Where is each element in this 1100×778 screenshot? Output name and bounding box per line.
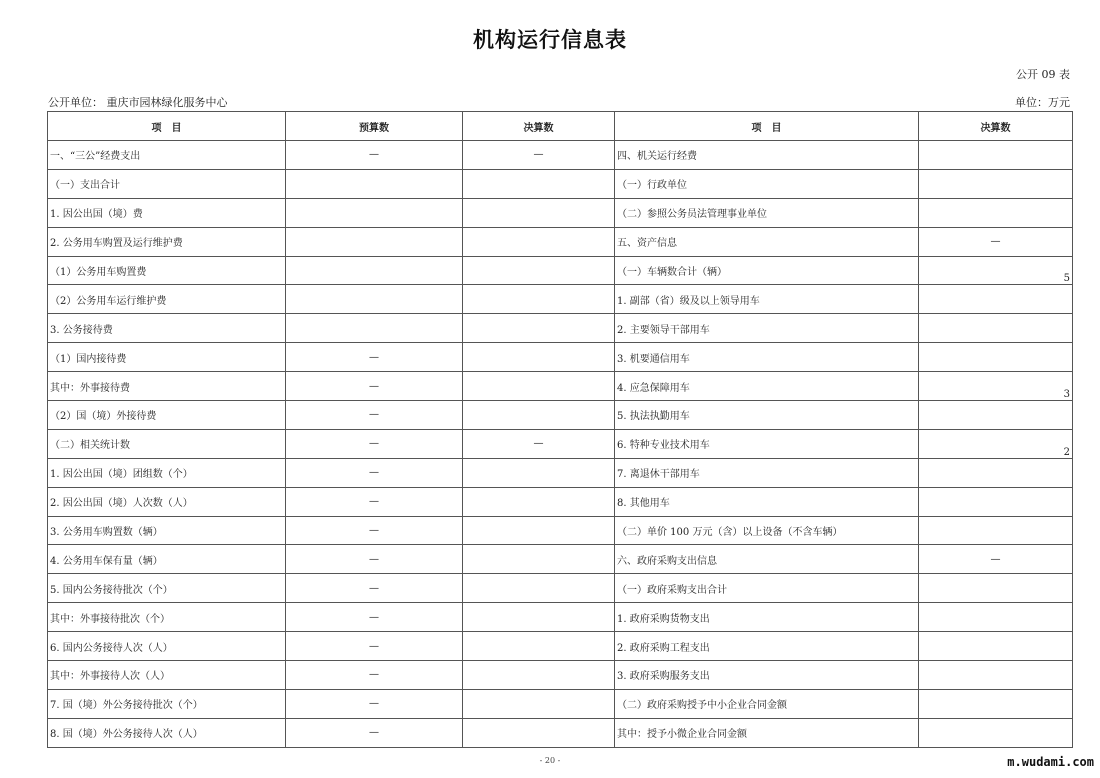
row-budget-value [286, 285, 463, 314]
row-final-value-right: — [919, 545, 1073, 574]
table-row [48, 487, 1073, 516]
row-final-value-right [919, 169, 1073, 198]
row-budget-value: — [286, 718, 463, 747]
row-budget-value: — [286, 603, 463, 632]
row-final-value-left [463, 227, 615, 256]
row-final-value-right [919, 343, 1073, 372]
row-final-value-right: 5 [919, 256, 1073, 285]
row-item-right: 8. 其他用车 [615, 487, 919, 516]
row-final-value-right [919, 141, 1073, 170]
col-header-final-right: 决算数 [919, 112, 1073, 141]
row-item-left: （1）国内接待费 [48, 343, 286, 372]
row-final-value-left [463, 285, 615, 314]
row-final-value-left [463, 314, 615, 343]
row-final-value-right [919, 198, 1073, 227]
row-final-value-left [463, 516, 615, 545]
col-header-item-left: 项 目 [48, 112, 286, 141]
row-item-right: 其中：授予小微企业合同金额 [615, 718, 919, 747]
row-item-left: 2. 因公出国（境）人次数（人） [48, 487, 286, 516]
row-final-value-right: 2 [919, 429, 1073, 458]
col-header-final-left: 决算数 [463, 112, 615, 141]
row-final-value-right [919, 718, 1073, 747]
row-item-left: 其中：外事接待批次（个） [48, 603, 286, 632]
operation-info-table [47, 111, 1073, 748]
table-row [48, 574, 1073, 603]
row-final-value-right [919, 458, 1073, 487]
row-final-value-right: — [919, 227, 1073, 256]
row-item-left: 1. 因公出国（境）费 [48, 198, 286, 227]
table-row [48, 227, 1073, 256]
row-item-right: 四、机关运行经费 [615, 141, 919, 170]
table-row [48, 632, 1073, 661]
row-item-right: 1. 政府采购货物支出 [615, 603, 919, 632]
table-header-row [48, 112, 1073, 141]
row-final-value-left [463, 343, 615, 372]
row-final-value-right [919, 661, 1073, 690]
row-budget-value [286, 198, 463, 227]
row-budget-value: — [286, 545, 463, 574]
row-item-right: 3. 机要通信用车 [615, 343, 919, 372]
row-budget-value: — [286, 487, 463, 516]
table-row [48, 285, 1073, 314]
row-budget-value: — [286, 429, 463, 458]
row-final-value-right [919, 314, 1073, 343]
row-budget-value: — [286, 689, 463, 718]
row-item-left: 8. 国（境）外公务接待人次（人） [48, 718, 286, 747]
col-header-item-right: 项 目 [615, 112, 919, 141]
row-item-left: 4. 公务用车保有量（辆） [48, 545, 286, 574]
row-item-left: 6. 国内公务接待人次（人） [48, 632, 286, 661]
row-item-right: 5. 执法执勤用车 [615, 401, 919, 430]
row-budget-value: — [286, 141, 463, 170]
row-final-value-right [919, 516, 1073, 545]
publishing-unit: 公开单位： 重庆市园林绿化服务中心 [48, 96, 228, 109]
row-item-left: 5. 国内公务接待批次（个） [48, 574, 286, 603]
row-item-right: （一）政府采购支出合计 [615, 574, 919, 603]
row-budget-value [286, 256, 463, 285]
col-header-budget: 预算数 [286, 112, 463, 141]
row-item-right: 2. 主要领导干部用车 [615, 314, 919, 343]
row-item-right: 六、政府采购支出信息 [615, 545, 919, 574]
table-row [48, 401, 1073, 430]
row-final-value-right [919, 574, 1073, 603]
row-final-value-right [919, 401, 1073, 430]
row-item-left: 其中：外事接待人次（人） [48, 661, 286, 690]
row-final-value-right [919, 689, 1073, 718]
row-item-right: （二）参照公务员法管理事业单位 [615, 198, 919, 227]
row-budget-value: — [286, 401, 463, 430]
row-budget-value: — [286, 516, 463, 545]
row-final-value-left [463, 603, 615, 632]
row-item-left: 一、“三公”经费支出 [48, 141, 286, 170]
table-row [48, 429, 1073, 458]
row-item-left: 7. 国（境）外公务接待批次（个） [48, 689, 286, 718]
row-final-value-left [463, 661, 615, 690]
table-row [48, 314, 1073, 343]
row-final-value-left [463, 574, 615, 603]
table-row [48, 718, 1073, 747]
site-watermark: m.wudami.com [1007, 755, 1094, 769]
table-row [48, 372, 1073, 401]
table-row [48, 603, 1073, 632]
table-row [48, 545, 1073, 574]
row-budget-value: — [286, 372, 463, 401]
row-final-value-left [463, 487, 615, 516]
row-item-right: 3. 政府采购服务支出 [615, 661, 919, 690]
row-item-left: （2）国（境）外接待费 [48, 401, 286, 430]
row-item-right: （一）行政单位 [615, 169, 919, 198]
row-final-value-left [463, 718, 615, 747]
row-final-value-right [919, 632, 1073, 661]
row-final-value-left [463, 169, 615, 198]
table-row [48, 689, 1073, 718]
row-final-value-left [463, 198, 615, 227]
row-final-value-left: — [463, 141, 615, 170]
table-row [48, 169, 1073, 198]
row-final-value-left: — [463, 429, 615, 458]
row-item-left: （一）支出合计 [48, 169, 286, 198]
form-number: 公开 09 表 [1016, 68, 1070, 81]
row-item-right: （二）单价 100 万元（含）以上设备（不含车辆） [615, 516, 919, 545]
table-row [48, 256, 1073, 285]
row-budget-value: — [286, 574, 463, 603]
row-budget-value [286, 314, 463, 343]
page-number: - 20 - [539, 756, 561, 765]
table-row [48, 343, 1073, 372]
row-item-right: 7. 离退休干部用车 [615, 458, 919, 487]
row-item-left: 其中：外事接待费 [48, 372, 286, 401]
row-item-left: （2）公务用车运行维护费 [48, 285, 286, 314]
row-item-right: 五、资产信息 [615, 227, 919, 256]
row-final-value-left [463, 632, 615, 661]
currency-unit: 单位：万元 [1015, 96, 1070, 109]
row-final-value-left [463, 256, 615, 285]
row-final-value-right [919, 285, 1073, 314]
table-row [48, 198, 1073, 227]
row-final-value-left [463, 458, 615, 487]
row-budget-value: — [286, 343, 463, 372]
row-item-left: 1. 因公出国（境）团组数（个） [48, 458, 286, 487]
row-item-left: （二）相关统计数 [48, 429, 286, 458]
row-item-right: （一）车辆数合计（辆） [615, 256, 919, 285]
row-item-right: 6. 特种专业技术用车 [615, 429, 919, 458]
table-row [48, 661, 1073, 690]
row-item-right: （二）政府采购授予中小企业合同金额 [615, 689, 919, 718]
table-row [48, 141, 1073, 170]
row-budget-value [286, 227, 463, 256]
row-budget-value: — [286, 661, 463, 690]
row-item-left: 3. 公务用车购置数（辆） [48, 516, 286, 545]
row-item-right: 2. 政府采购工程支出 [615, 632, 919, 661]
row-budget-value: — [286, 632, 463, 661]
row-final-value-left [463, 372, 615, 401]
row-final-value-right [919, 603, 1073, 632]
row-final-value-left [463, 545, 615, 574]
row-final-value-left [463, 401, 615, 430]
row-final-value-right [919, 487, 1073, 516]
row-budget-value [286, 169, 463, 198]
row-item-left: 2. 公务用车购置及运行维护费 [48, 227, 286, 256]
row-final-value-right: 3 [919, 372, 1073, 401]
row-item-right: 4. 应急保障用车 [615, 372, 919, 401]
row-item-right: 1. 副部（省）级及以上领导用车 [615, 285, 919, 314]
row-final-value-left [463, 689, 615, 718]
table-row [48, 458, 1073, 487]
row-budget-value: — [286, 458, 463, 487]
row-item-left: 3. 公务接待费 [48, 314, 286, 343]
table-row [48, 516, 1073, 545]
row-item-left: （1）公务用车购置费 [48, 256, 286, 285]
page-title: 机构运行信息表 [473, 28, 627, 52]
